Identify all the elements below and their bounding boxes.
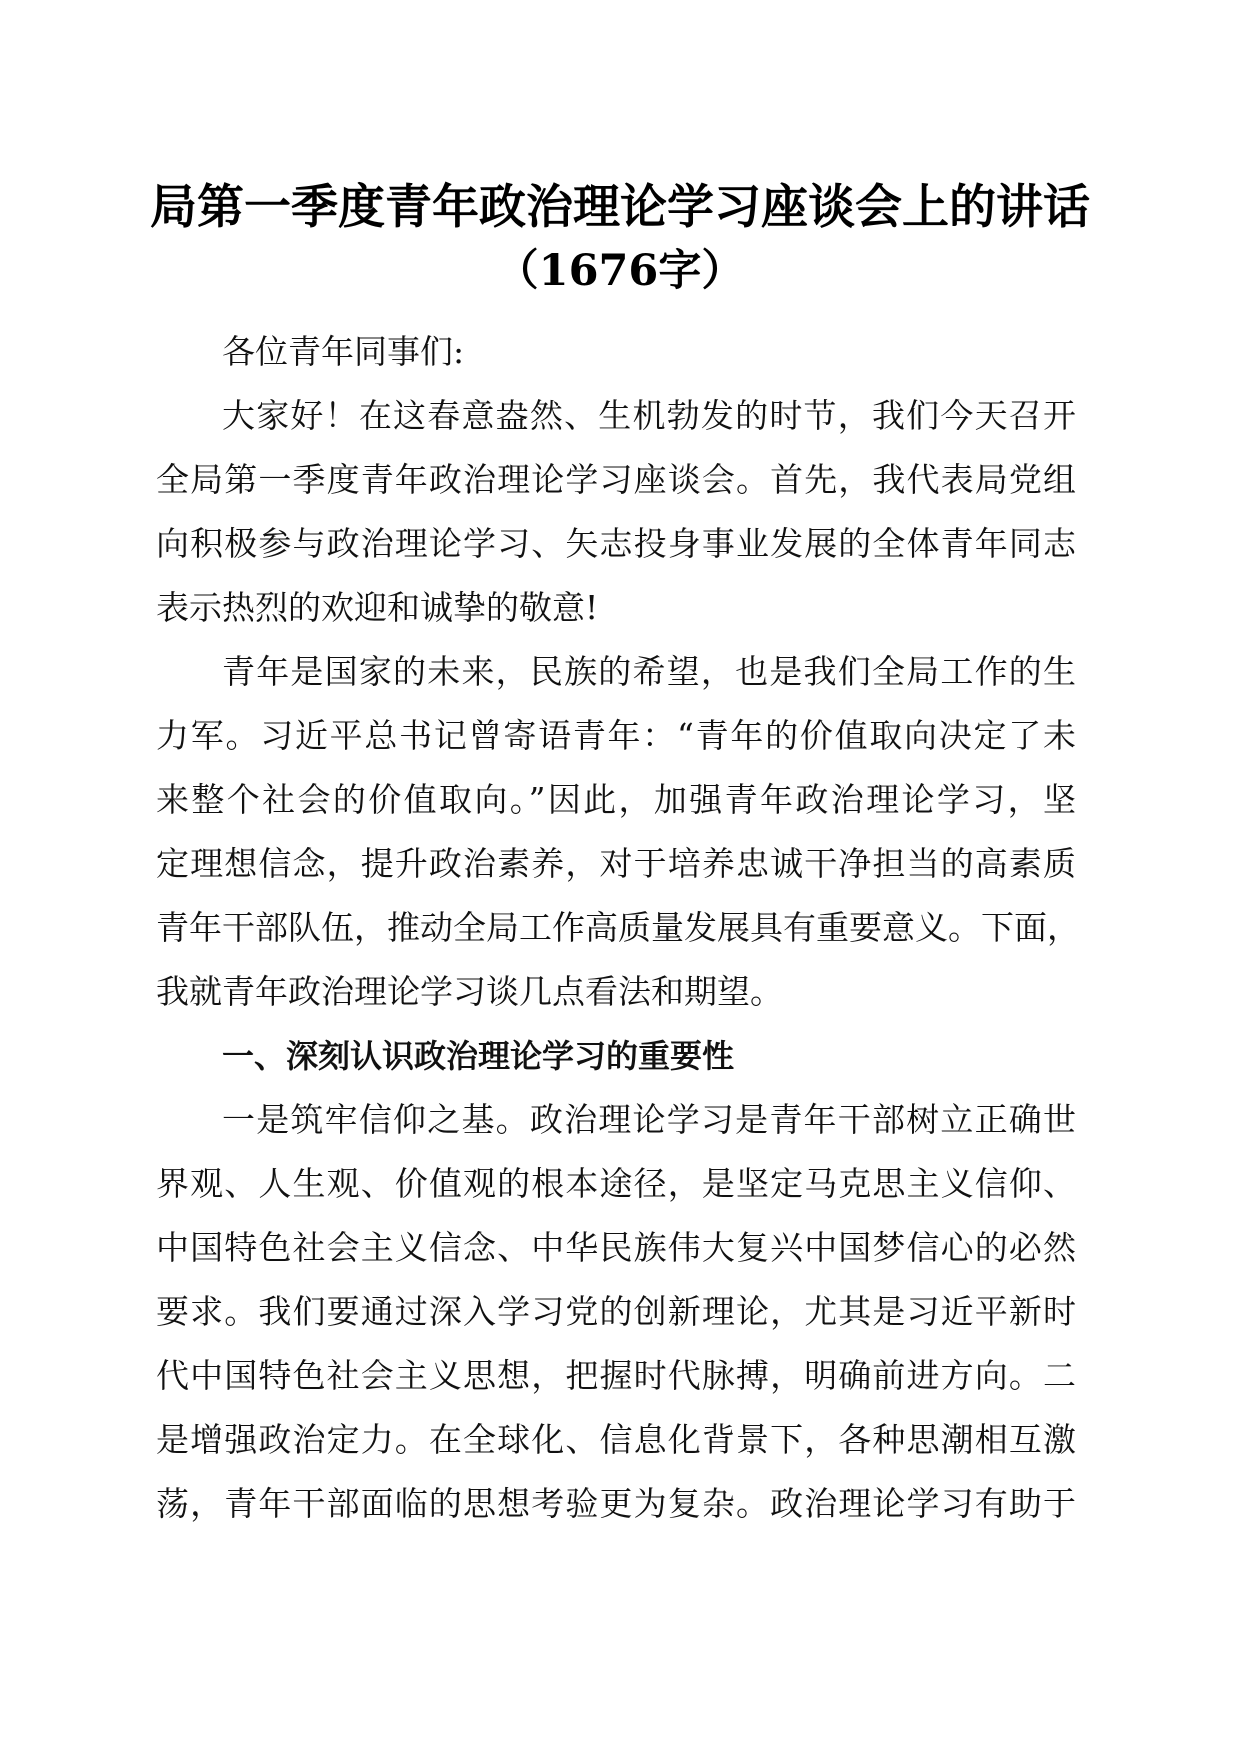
paragraph-line: 界观、人生观、价值观的根本途径，是坚定马克思主义信仰、 [156, 1164, 1076, 1203]
document-subtitle: （1676字） [495, 246, 745, 296]
paragraph-line: 代中国特色社会主义思想，把握时代脉搏，明确前进方向。二 [156, 1356, 1076, 1395]
greeting: 各位青年同事们: [222, 332, 465, 371]
paragraph-line: 大家好！在这春意盎然、生机勃发的时节，我们今天召开 [222, 396, 1076, 435]
paragraph-opening [156, 384, 1076, 640]
paragraph-line: 一是筑牢信仰之基。政治理论学习是青年干部树立正确世 [222, 1100, 1076, 1139]
paragraph-line: 荡，青年干部面临的思想考验更为复杂。政治理论学习有助于 [156, 1484, 1076, 1523]
paragraph-line: 来整个社会的价值取向。”因此，加强青年政治理论学习，坚 [156, 780, 1076, 819]
title-block [120, 176, 1120, 302]
paragraph-line: 全局第一季度青年政治理论学习座谈会。首先，我代表局党组 [156, 460, 1076, 499]
paragraph-line: 我就青年政治理论学习谈几点看法和期望。 [156, 972, 783, 1011]
paragraph-line: 要求。我们要通过深入学习党的创新理论，尤其是习近平新时 [156, 1292, 1076, 1331]
paragraph-line: 中国特色社会主义信念、中华民族伟大复兴中国梦信心的必然 [156, 1228, 1076, 1267]
paragraph-line: 力军。习近平总书记曾寄语青年：“青年的价值取向决定了未 [156, 716, 1076, 755]
paragraph-section-one [156, 1088, 1076, 1536]
paragraph-youth [156, 640, 1080, 1024]
paragraph-line: 青年干部队伍，推动全局工作高质量发展具有重要意义。下面， [156, 908, 1080, 947]
document-title: 局第一季度青年政治理论学习座谈会上的讲话 [150, 180, 1090, 235]
paragraph-line: 向积极参与政治理论学习、矢志投身事业发展的全体青年同志 [156, 524, 1076, 563]
paragraph-line: 定理想信念，提升政治素养，对于培养忠诚干净担当的高素质 [156, 844, 1076, 883]
paragraph-line: 是增强政治定力。在全球化、信息化背景下，各种思潮相互激 [156, 1420, 1076, 1459]
document-body [156, 320, 1080, 1536]
paragraph-line: 表示热烈的欢迎和诚挚的敬意! [156, 588, 599, 627]
paragraph-line: 青年是国家的未来，民族的希望，也是我们全局工作的生 [222, 652, 1076, 691]
section-heading: 一、深刻认识政治理论学习的重要性 [222, 1037, 735, 1075]
